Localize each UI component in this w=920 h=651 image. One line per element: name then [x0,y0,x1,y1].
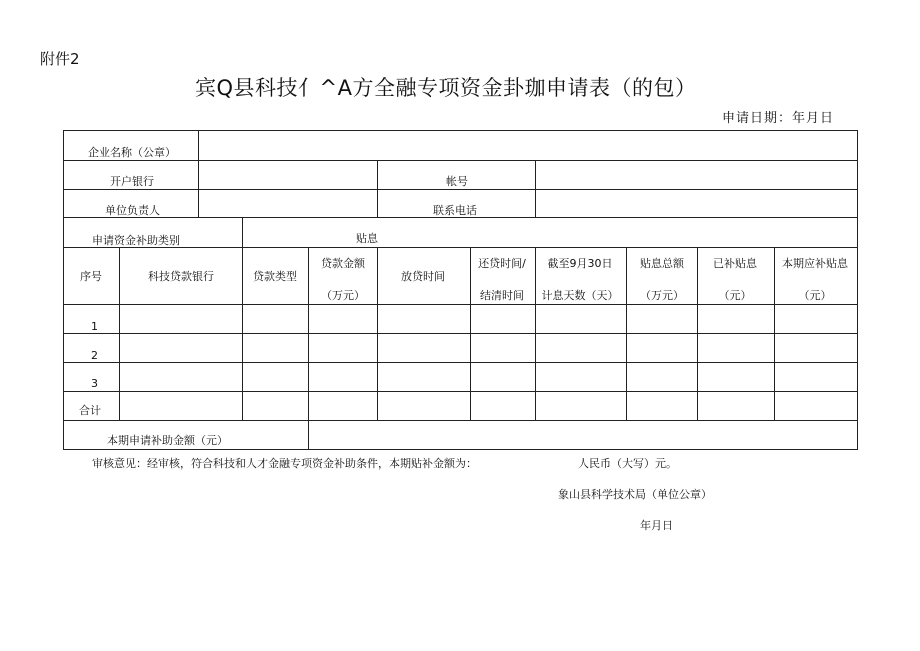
col-header-loan-time: 放贷时间 [401,270,445,283]
table-row-number: 3 [91,377,98,390]
table-row-number: 2 [91,349,98,362]
col-header-loan-amount-unit: （万元） [321,289,365,302]
col-header-current: 本期应补贴息 [782,257,848,270]
total-row-label: 合计 [79,404,101,417]
bank-field[interactable] [199,161,377,189]
col-header-days: 截至9月30日 [547,257,613,270]
col-header-repay-time: 还贷时间/ [478,257,526,270]
application-date: 申请日期：年月日 [722,111,835,126]
person-in-charge-label: 单位负责人 [105,204,160,217]
col-header-total-interest: 贴息总额 [640,257,684,270]
col-header-paid-unit: （元） [718,289,752,302]
authority-seal: 象山县科学技术局（单位公章） [558,488,712,501]
subsidy-category-label: 申请资金补助类别 [92,234,180,247]
bank-label: 开户银行 [110,175,154,188]
col-header-loan-type: 贷款类型 [253,270,297,283]
col-header-bank: 科技贷款银行 [148,270,214,283]
col-header-paid: 已补贴息 [713,257,757,270]
col-header-current-unit: （元） [798,289,832,302]
subsidy-category-value: 贴息 [356,232,378,245]
col-header-seq: 序号 [80,270,102,283]
company-name-field[interactable] [196,141,857,160]
account-field[interactable] [536,161,857,189]
col-header-loan-amount: 贷款金额 [321,257,365,270]
review-opinion: 审核意见：经审核，符合科技和人才金融专项资金补助条件，本期贴补金额为： [92,457,477,470]
attachment-label: 附件2 [40,50,80,68]
contact-phone-label: 联系电话 [433,204,477,217]
col-header-total-interest-unit: （万元） [640,289,684,302]
person-in-charge-field[interactable] [199,190,377,217]
table-row-number: 1 [91,320,98,333]
review-date: 年月日 [640,519,673,532]
contact-phone-field[interactable] [536,190,857,217]
current-amount-field[interactable] [309,421,857,449]
form-title: 宾Q县科技亻^A方全融专项资金卦珈申请表（的包） [195,76,697,100]
col-header-settle-time: 结清时间 [480,289,524,302]
account-label: 帐号 [446,175,468,188]
col-header-days-unit: 计息天数（天） [541,289,619,302]
company-name-label: 企业名称（公章） [88,146,176,159]
current-amount-label: 本期申请补助金额（元） [107,434,228,447]
rmb-amount: 人民币（大写）元。 [578,457,677,470]
